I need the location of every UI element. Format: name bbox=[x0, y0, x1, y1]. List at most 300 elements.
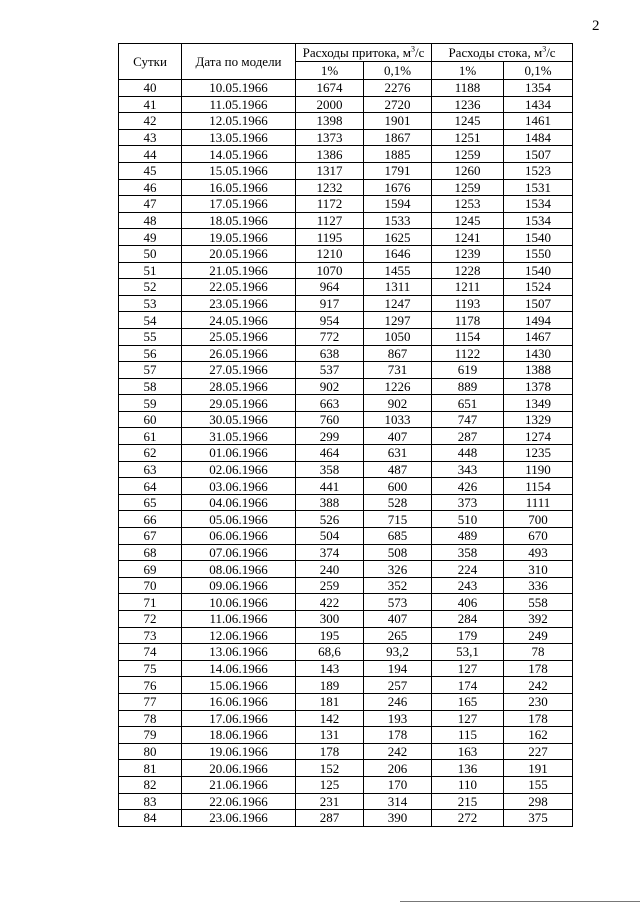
cell-model-date: 19.05.1966 bbox=[182, 229, 296, 246]
cell-inflow-01pct: 93,2 bbox=[364, 644, 432, 661]
cell-runoff-01pct: 1154 bbox=[504, 478, 573, 495]
cell-day: 51 bbox=[119, 262, 182, 279]
cell-runoff-01pct: 191 bbox=[504, 760, 573, 777]
table-row bbox=[119, 362, 573, 379]
cell-runoff-1pct: 1259 bbox=[432, 146, 504, 163]
cell-model-date: 15.06.1966 bbox=[182, 677, 296, 694]
cell-inflow-1pct: 1373 bbox=[296, 129, 364, 146]
cell-runoff-01pct: 336 bbox=[504, 577, 573, 594]
cell-runoff-01pct: 1434 bbox=[504, 96, 573, 113]
table-row bbox=[119, 445, 573, 462]
cell-model-date: 26.05.1966 bbox=[182, 345, 296, 362]
cell-inflow-01pct: 2276 bbox=[364, 80, 432, 97]
cell-day: 56 bbox=[119, 345, 182, 362]
header-runoff-unit-exponent: 3 bbox=[542, 44, 547, 54]
cell-model-date: 13.06.1966 bbox=[182, 644, 296, 661]
table-row bbox=[119, 395, 573, 412]
cell-model-date: 23.05.1966 bbox=[182, 295, 296, 312]
cell-inflow-01pct: 600 bbox=[364, 478, 432, 495]
cell-inflow-1pct: 189 bbox=[296, 677, 364, 694]
cell-runoff-01pct: 1484 bbox=[504, 129, 573, 146]
cell-day: 52 bbox=[119, 279, 182, 296]
cell-inflow-01pct: 257 bbox=[364, 677, 432, 694]
table-row bbox=[119, 660, 573, 677]
cell-runoff-01pct: 1235 bbox=[504, 445, 573, 462]
header-runoff-01pct: 0,1% bbox=[504, 62, 573, 80]
cell-inflow-01pct: 352 bbox=[364, 577, 432, 594]
cell-runoff-01pct: 1349 bbox=[504, 395, 573, 412]
cell-inflow-01pct: 246 bbox=[364, 693, 432, 710]
cell-inflow-1pct: 772 bbox=[296, 328, 364, 345]
table-body bbox=[119, 80, 573, 827]
cell-model-date: 12.05.1966 bbox=[182, 113, 296, 130]
cell-runoff-01pct: 1550 bbox=[504, 245, 573, 262]
cell-runoff-1pct: 110 bbox=[432, 776, 504, 793]
table-row bbox=[119, 113, 573, 130]
header-inflow-unit-tail: /с bbox=[415, 44, 425, 60]
cell-inflow-01pct: 242 bbox=[364, 743, 432, 760]
cell-model-date: 06.06.1966 bbox=[182, 528, 296, 545]
table-row bbox=[119, 411, 573, 428]
cell-inflow-01pct: 1625 bbox=[364, 229, 432, 246]
cell-inflow-01pct: 1247 bbox=[364, 295, 432, 312]
cell-runoff-01pct: 1430 bbox=[504, 345, 573, 362]
table-row bbox=[119, 279, 573, 296]
cell-day: 75 bbox=[119, 660, 182, 677]
cell-inflow-01pct: 206 bbox=[364, 760, 432, 777]
table-row bbox=[119, 710, 573, 727]
header-inflow-label: Расходы притока, м bbox=[302, 44, 411, 60]
cell-inflow-01pct: 1867 bbox=[364, 129, 432, 146]
cell-inflow-1pct: 231 bbox=[296, 793, 364, 810]
cell-runoff-1pct: 619 bbox=[432, 362, 504, 379]
cell-runoff-01pct: 700 bbox=[504, 511, 573, 528]
cell-runoff-1pct: 1228 bbox=[432, 262, 504, 279]
cell-runoff-01pct: 1534 bbox=[504, 196, 573, 213]
header-inflow-unit-exponent: 3 bbox=[411, 44, 415, 54]
cell-inflow-01pct: 178 bbox=[364, 727, 432, 744]
cell-runoff-01pct: 670 bbox=[504, 528, 573, 545]
cell-runoff-1pct: 1245 bbox=[432, 212, 504, 229]
cell-model-date: 23.06.1966 bbox=[182, 810, 296, 827]
table-row bbox=[119, 196, 573, 213]
table-row bbox=[119, 312, 573, 329]
cell-inflow-01pct: 685 bbox=[364, 528, 432, 545]
cell-day: 40 bbox=[119, 80, 182, 97]
table-row bbox=[119, 693, 573, 710]
cell-model-date: 02.06.1966 bbox=[182, 461, 296, 478]
cell-runoff-1pct: 510 bbox=[432, 511, 504, 528]
cell-model-date: 08.06.1966 bbox=[182, 561, 296, 578]
cell-inflow-01pct: 1901 bbox=[364, 113, 432, 130]
header-day: Сутки bbox=[119, 44, 182, 80]
cell-inflow-01pct: 314 bbox=[364, 793, 432, 810]
cell-day: 65 bbox=[119, 494, 182, 511]
cell-model-date: 17.06.1966 bbox=[182, 710, 296, 727]
cell-inflow-01pct: 407 bbox=[364, 428, 432, 445]
cell-runoff-1pct: 1245 bbox=[432, 113, 504, 130]
cell-day: 57 bbox=[119, 362, 182, 379]
table-row bbox=[119, 577, 573, 594]
table-row bbox=[119, 594, 573, 611]
header-runoff-1pct: 1% bbox=[432, 62, 504, 80]
cell-model-date: 01.06.1966 bbox=[182, 445, 296, 462]
cell-runoff-01pct: 1378 bbox=[504, 378, 573, 395]
cell-day: 71 bbox=[119, 594, 182, 611]
cell-runoff-1pct: 651 bbox=[432, 395, 504, 412]
cell-model-date: 16.06.1966 bbox=[182, 693, 296, 710]
cell-inflow-1pct: 240 bbox=[296, 561, 364, 578]
cell-model-date: 25.05.1966 bbox=[182, 328, 296, 345]
cell-inflow-1pct: 1386 bbox=[296, 146, 364, 163]
cell-day: 46 bbox=[119, 179, 182, 196]
cell-runoff-1pct: 747 bbox=[432, 411, 504, 428]
cell-runoff-1pct: 1251 bbox=[432, 129, 504, 146]
cell-inflow-1pct: 125 bbox=[296, 776, 364, 793]
cell-day: 62 bbox=[119, 445, 182, 462]
cell-day: 50 bbox=[119, 245, 182, 262]
cell-day: 58 bbox=[119, 378, 182, 395]
cell-model-date: 14.05.1966 bbox=[182, 146, 296, 163]
cell-inflow-1pct: 178 bbox=[296, 743, 364, 760]
table-row bbox=[119, 96, 573, 113]
cell-inflow-1pct: 1210 bbox=[296, 245, 364, 262]
cell-runoff-1pct: 163 bbox=[432, 743, 504, 760]
cell-inflow-1pct: 441 bbox=[296, 478, 364, 495]
cell-runoff-01pct: 178 bbox=[504, 660, 573, 677]
cell-day: 80 bbox=[119, 743, 182, 760]
table-row bbox=[119, 328, 573, 345]
cell-model-date: 27.05.1966 bbox=[182, 362, 296, 379]
cell-day: 44 bbox=[119, 146, 182, 163]
cell-inflow-1pct: 300 bbox=[296, 611, 364, 628]
cell-inflow-1pct: 152 bbox=[296, 760, 364, 777]
cell-day: 64 bbox=[119, 478, 182, 495]
cell-day: 81 bbox=[119, 760, 182, 777]
cell-runoff-01pct: 558 bbox=[504, 594, 573, 611]
cell-runoff-01pct: 1494 bbox=[504, 312, 573, 329]
cell-inflow-1pct: 537 bbox=[296, 362, 364, 379]
cell-inflow-1pct: 299 bbox=[296, 428, 364, 445]
cell-inflow-01pct: 867 bbox=[364, 345, 432, 362]
cell-runoff-01pct: 1274 bbox=[504, 428, 573, 445]
cell-day: 84 bbox=[119, 810, 182, 827]
cell-runoff-1pct: 179 bbox=[432, 627, 504, 644]
cell-day: 42 bbox=[119, 113, 182, 130]
cell-inflow-01pct: 1050 bbox=[364, 328, 432, 345]
cell-day: 59 bbox=[119, 395, 182, 412]
cell-inflow-1pct: 259 bbox=[296, 577, 364, 594]
cell-runoff-1pct: 889 bbox=[432, 378, 504, 395]
header-runoff-label: Расходы стока, м bbox=[448, 44, 543, 60]
cell-model-date: 12.06.1966 bbox=[182, 627, 296, 644]
cell-day: 70 bbox=[119, 577, 182, 594]
cell-runoff-1pct: 358 bbox=[432, 544, 504, 561]
cell-runoff-01pct: 1461 bbox=[504, 113, 573, 130]
cell-runoff-01pct: 227 bbox=[504, 743, 573, 760]
cell-inflow-1pct: 1317 bbox=[296, 162, 364, 179]
table-row bbox=[119, 727, 573, 744]
cell-model-date: 10.05.1966 bbox=[182, 80, 296, 97]
cell-model-date: 22.06.1966 bbox=[182, 793, 296, 810]
cell-inflow-1pct: 143 bbox=[296, 660, 364, 677]
cell-model-date: 11.06.1966 bbox=[182, 611, 296, 628]
cell-inflow-1pct: 917 bbox=[296, 295, 364, 312]
cell-inflow-1pct: 374 bbox=[296, 544, 364, 561]
cell-inflow-01pct: 326 bbox=[364, 561, 432, 578]
cell-runoff-01pct: 178 bbox=[504, 710, 573, 727]
cell-runoff-01pct: 242 bbox=[504, 677, 573, 694]
cell-day: 72 bbox=[119, 611, 182, 628]
cell-runoff-01pct: 249 bbox=[504, 627, 573, 644]
cell-runoff-01pct: 162 bbox=[504, 727, 573, 744]
cell-model-date: 29.05.1966 bbox=[182, 395, 296, 412]
cell-model-date: 30.05.1966 bbox=[182, 411, 296, 428]
cell-model-date: 22.05.1966 bbox=[182, 279, 296, 296]
cell-model-date: 03.06.1966 bbox=[182, 478, 296, 495]
cell-model-date: 09.06.1966 bbox=[182, 577, 296, 594]
table-row bbox=[119, 561, 573, 578]
cell-inflow-01pct: 194 bbox=[364, 660, 432, 677]
cell-day: 82 bbox=[119, 776, 182, 793]
cell-day: 63 bbox=[119, 461, 182, 478]
header-inflow-1pct: 1% bbox=[296, 62, 364, 80]
table-row bbox=[119, 478, 573, 495]
cell-inflow-1pct: 68,6 bbox=[296, 644, 364, 661]
cell-model-date: 16.05.1966 bbox=[182, 179, 296, 196]
cell-inflow-1pct: 1070 bbox=[296, 262, 364, 279]
table-row bbox=[119, 776, 573, 793]
cell-inflow-1pct: 287 bbox=[296, 810, 364, 827]
cell-inflow-1pct: 1674 bbox=[296, 80, 364, 97]
cell-runoff-1pct: 406 bbox=[432, 594, 504, 611]
cell-inflow-01pct: 1885 bbox=[364, 146, 432, 163]
cell-inflow-01pct: 731 bbox=[364, 362, 432, 379]
table-row bbox=[119, 810, 573, 827]
cell-runoff-1pct: 1122 bbox=[432, 345, 504, 362]
cell-model-date: 19.06.1966 bbox=[182, 743, 296, 760]
cell-runoff-1pct: 1259 bbox=[432, 179, 504, 196]
table-row bbox=[119, 262, 573, 279]
table-row bbox=[119, 212, 573, 229]
cell-day: 60 bbox=[119, 411, 182, 428]
cell-runoff-01pct: 1190 bbox=[504, 461, 573, 478]
cell-day: 79 bbox=[119, 727, 182, 744]
cell-inflow-1pct: 1232 bbox=[296, 179, 364, 196]
cell-day: 73 bbox=[119, 627, 182, 644]
cell-day: 67 bbox=[119, 528, 182, 545]
cell-runoff-1pct: 1154 bbox=[432, 328, 504, 345]
table-row bbox=[119, 494, 573, 511]
cell-runoff-01pct: 1534 bbox=[504, 212, 573, 229]
cell-day: 78 bbox=[119, 710, 182, 727]
cell-inflow-01pct: 265 bbox=[364, 627, 432, 644]
header-model-date: Дата по модели bbox=[182, 44, 296, 80]
cell-runoff-1pct: 1239 bbox=[432, 245, 504, 262]
cell-runoff-1pct: 136 bbox=[432, 760, 504, 777]
table-row bbox=[119, 295, 573, 312]
cell-runoff-01pct: 155 bbox=[504, 776, 573, 793]
cell-model-date: 31.05.1966 bbox=[182, 428, 296, 445]
table-row bbox=[119, 677, 573, 694]
cell-day: 45 bbox=[119, 162, 182, 179]
cell-inflow-1pct: 760 bbox=[296, 411, 364, 428]
cell-runoff-1pct: 224 bbox=[432, 561, 504, 578]
cell-runoff-1pct: 1193 bbox=[432, 295, 504, 312]
cell-runoff-01pct: 1467 bbox=[504, 328, 573, 345]
cell-runoff-1pct: 489 bbox=[432, 528, 504, 545]
table-row bbox=[119, 245, 573, 262]
cell-inflow-01pct: 631 bbox=[364, 445, 432, 462]
cell-runoff-1pct: 343 bbox=[432, 461, 504, 478]
cell-runoff-1pct: 448 bbox=[432, 445, 504, 462]
cell-runoff-01pct: 493 bbox=[504, 544, 573, 561]
cell-day: 43 bbox=[119, 129, 182, 146]
table-row bbox=[119, 229, 573, 246]
cell-runoff-01pct: 1523 bbox=[504, 162, 573, 179]
cell-day: 83 bbox=[119, 793, 182, 810]
table-row bbox=[119, 179, 573, 196]
cell-runoff-1pct: 373 bbox=[432, 494, 504, 511]
cell-runoff-1pct: 53,1 bbox=[432, 644, 504, 661]
cell-runoff-1pct: 1241 bbox=[432, 229, 504, 246]
cell-inflow-1pct: 964 bbox=[296, 279, 364, 296]
cell-model-date: 24.05.1966 bbox=[182, 312, 296, 329]
cell-inflow-01pct: 902 bbox=[364, 395, 432, 412]
bottom-rule bbox=[400, 901, 640, 902]
header-runoff bbox=[432, 44, 573, 62]
cell-day: 53 bbox=[119, 295, 182, 312]
table-row bbox=[119, 627, 573, 644]
cell-inflow-01pct: 1226 bbox=[364, 378, 432, 395]
table-row bbox=[119, 428, 573, 445]
cell-model-date: 20.06.1966 bbox=[182, 760, 296, 777]
cell-inflow-01pct: 1297 bbox=[364, 312, 432, 329]
page-number: 2 bbox=[592, 18, 600, 34]
cell-runoff-01pct: 375 bbox=[504, 810, 573, 827]
cell-model-date: 28.05.1966 bbox=[182, 378, 296, 395]
cell-model-date: 21.06.1966 bbox=[182, 776, 296, 793]
cell-inflow-01pct: 170 bbox=[364, 776, 432, 793]
cell-runoff-1pct: 426 bbox=[432, 478, 504, 495]
cell-inflow-1pct: 142 bbox=[296, 710, 364, 727]
cell-inflow-1pct: 464 bbox=[296, 445, 364, 462]
cell-inflow-1pct: 2000 bbox=[296, 96, 364, 113]
cell-model-date: 04.06.1966 bbox=[182, 494, 296, 511]
cell-model-date: 07.06.1966 bbox=[182, 544, 296, 561]
cell-runoff-1pct: 1236 bbox=[432, 96, 504, 113]
cell-day: 49 bbox=[119, 229, 182, 246]
cell-model-date: 20.05.1966 bbox=[182, 245, 296, 262]
cell-runoff-01pct: 298 bbox=[504, 793, 573, 810]
table-header bbox=[119, 44, 573, 80]
cell-inflow-01pct: 1033 bbox=[364, 411, 432, 428]
cell-model-date: 05.06.1966 bbox=[182, 511, 296, 528]
cell-runoff-1pct: 115 bbox=[432, 727, 504, 744]
cell-model-date: 10.06.1966 bbox=[182, 594, 296, 611]
header-runoff-unit-tail: /с bbox=[546, 44, 556, 60]
cell-inflow-01pct: 1311 bbox=[364, 279, 432, 296]
cell-runoff-01pct: 392 bbox=[504, 611, 573, 628]
table-row bbox=[119, 146, 573, 163]
cell-runoff-01pct: 1540 bbox=[504, 229, 573, 246]
cell-inflow-1pct: 1127 bbox=[296, 212, 364, 229]
cell-inflow-1pct: 638 bbox=[296, 345, 364, 362]
cell-runoff-01pct: 310 bbox=[504, 561, 573, 578]
cell-model-date: 11.05.1966 bbox=[182, 96, 296, 113]
cell-inflow-01pct: 1791 bbox=[364, 162, 432, 179]
header-inflow-01pct: 0,1% bbox=[364, 62, 432, 80]
cell-inflow-1pct: 504 bbox=[296, 528, 364, 545]
cell-day: 68 bbox=[119, 544, 182, 561]
cell-day: 69 bbox=[119, 561, 182, 578]
table-row bbox=[119, 461, 573, 478]
cell-inflow-01pct: 508 bbox=[364, 544, 432, 561]
cell-inflow-1pct: 358 bbox=[296, 461, 364, 478]
cell-runoff-01pct: 1111 bbox=[504, 494, 573, 511]
cell-model-date: 17.05.1966 bbox=[182, 196, 296, 213]
cell-day: 66 bbox=[119, 511, 182, 528]
cell-runoff-1pct: 1253 bbox=[432, 196, 504, 213]
table-row bbox=[119, 760, 573, 777]
cell-model-date: 21.05.1966 bbox=[182, 262, 296, 279]
cell-runoff-1pct: 174 bbox=[432, 677, 504, 694]
table-row bbox=[119, 544, 573, 561]
cell-inflow-01pct: 573 bbox=[364, 594, 432, 611]
cell-inflow-01pct: 2720 bbox=[364, 96, 432, 113]
table-row bbox=[119, 80, 573, 97]
cell-model-date: 18.05.1966 bbox=[182, 212, 296, 229]
cell-runoff-1pct: 243 bbox=[432, 577, 504, 594]
cell-day: 74 bbox=[119, 644, 182, 661]
cell-day: 41 bbox=[119, 96, 182, 113]
cell-runoff-1pct: 1260 bbox=[432, 162, 504, 179]
cell-runoff-01pct: 1507 bbox=[504, 146, 573, 163]
cell-runoff-1pct: 127 bbox=[432, 710, 504, 727]
cell-day: 76 bbox=[119, 677, 182, 694]
table-row bbox=[119, 378, 573, 395]
cell-day: 47 bbox=[119, 196, 182, 213]
cell-inflow-1pct: 902 bbox=[296, 378, 364, 395]
cell-runoff-01pct: 1507 bbox=[504, 295, 573, 312]
cell-inflow-1pct: 422 bbox=[296, 594, 364, 611]
cell-runoff-1pct: 1178 bbox=[432, 312, 504, 329]
cell-inflow-1pct: 954 bbox=[296, 312, 364, 329]
cell-runoff-01pct: 1540 bbox=[504, 262, 573, 279]
table-row bbox=[119, 129, 573, 146]
cell-inflow-1pct: 131 bbox=[296, 727, 364, 744]
cell-model-date: 13.05.1966 bbox=[182, 129, 296, 146]
cell-model-date: 18.06.1966 bbox=[182, 727, 296, 744]
cell-runoff-1pct: 284 bbox=[432, 611, 504, 628]
cell-inflow-1pct: 663 bbox=[296, 395, 364, 412]
header-inflow bbox=[296, 44, 432, 62]
cell-inflow-1pct: 526 bbox=[296, 511, 364, 528]
cell-runoff-01pct: 1531 bbox=[504, 179, 573, 196]
cell-runoff-1pct: 1188 bbox=[432, 80, 504, 97]
cell-runoff-01pct: 230 bbox=[504, 693, 573, 710]
cell-runoff-01pct: 1354 bbox=[504, 80, 573, 97]
table-row bbox=[119, 511, 573, 528]
cell-inflow-01pct: 193 bbox=[364, 710, 432, 727]
cell-inflow-01pct: 390 bbox=[364, 810, 432, 827]
cell-day: 48 bbox=[119, 212, 182, 229]
cell-inflow-01pct: 1594 bbox=[364, 196, 432, 213]
cell-inflow-01pct: 528 bbox=[364, 494, 432, 511]
cell-inflow-1pct: 181 bbox=[296, 693, 364, 710]
cell-inflow-01pct: 1455 bbox=[364, 262, 432, 279]
cell-runoff-01pct: 1329 bbox=[504, 411, 573, 428]
